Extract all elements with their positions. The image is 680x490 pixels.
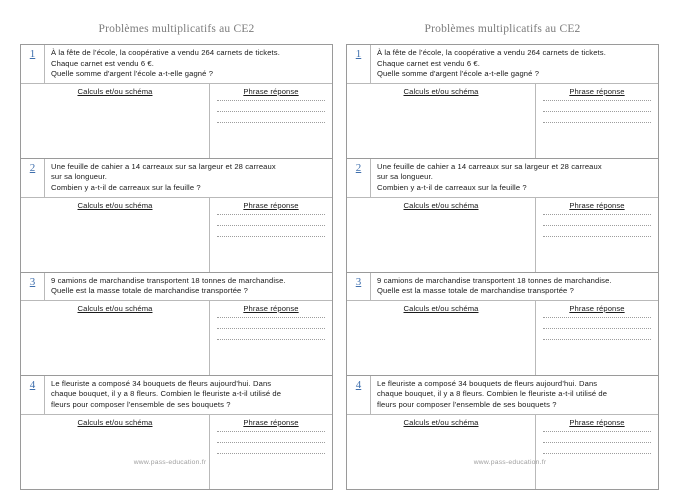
problem-number-cell [347, 45, 371, 83]
calculations-area[interactable] [21, 415, 210, 489]
problem-statement [21, 159, 332, 198]
calculations-area[interactable] [347, 198, 536, 272]
answer-sentence-header: Phrase réponse [569, 86, 625, 96]
answer-sentence-area[interactable] [210, 84, 332, 158]
problem-text-line: Une feuille de cahier a 14 carreaux sur sa largeur et 28 carreaux [377, 161, 602, 171]
problem-number-cell [21, 376, 45, 414]
problem-text-line: Chaque carnet est vendu 6 €. [51, 58, 154, 68]
problem-work-area [21, 198, 332, 272]
calculations-header: Calculs et/ou schéma [403, 303, 479, 313]
problem-number: 3 [29, 275, 36, 288]
answer-sentence-header: Phrase réponse [243, 303, 299, 313]
problem-number: 3 [355, 275, 362, 288]
problem-text [371, 273, 658, 300]
calculations-blank-space[interactable] [26, 214, 204, 268]
problem-block [347, 45, 658, 159]
problem-text [371, 376, 658, 414]
answer-dotted-line[interactable] [217, 317, 325, 318]
calculations-area[interactable] [347, 415, 536, 489]
problem-block [21, 273, 332, 376]
answer-dotted-line[interactable] [543, 339, 651, 340]
answer-dotted-line[interactable] [217, 236, 325, 237]
problem-text-line: sur sa longueur. [51, 172, 107, 182]
problem-statement [21, 376, 332, 415]
calculations-blank-space[interactable] [352, 317, 530, 371]
problem-text-line: fleurs pour composer l'ensemble de ses bouquets ? [377, 399, 557, 409]
problem-number-cell [21, 45, 45, 83]
problem-block [21, 45, 332, 159]
answer-dotted-line[interactable] [217, 339, 325, 340]
answer-sentence-header: Phrase réponse [243, 200, 299, 210]
problem-number-cell [347, 376, 371, 414]
problem-block [347, 273, 658, 376]
problem-block [21, 376, 332, 490]
problem-text-line: Le fleuriste a composé 34 bouquets de fleurs aujourd’hui. Dans [377, 378, 598, 388]
problems-table [346, 44, 659, 490]
calculations-blank-space[interactable] [352, 100, 530, 154]
answer-sentence-header: Phrase réponse [243, 86, 299, 96]
problem-number: 2 [355, 161, 362, 174]
answer-dotted-line[interactable] [217, 453, 325, 454]
answer-sentence-area[interactable] [210, 301, 332, 375]
answer-dotted-line[interactable] [217, 328, 325, 329]
answer-dotted-line[interactable] [217, 431, 325, 432]
answer-dotted-line[interactable] [217, 100, 325, 101]
problem-work-area [347, 84, 658, 158]
problem-block [21, 159, 332, 273]
answer-sentence-area[interactable] [210, 198, 332, 272]
problem-text-line: chaque bouquet, il y a 8 fleurs. Combien le fleuriste a-t-il utilisé de [377, 389, 608, 399]
problem-statement [21, 273, 332, 301]
answer-dotted-line[interactable] [543, 431, 651, 432]
answer-dotted-line[interactable] [543, 317, 651, 318]
answer-dotted-line[interactable] [217, 225, 325, 226]
answer-dotted-line[interactable] [543, 442, 651, 443]
problem-text-line: À la fête de l’école, la coopérative a vendu 264 carnets de tickets. [51, 48, 280, 57]
problem-text [45, 376, 332, 414]
answer-dotted-line[interactable] [543, 328, 651, 329]
answer-sentence-area[interactable] [536, 84, 658, 158]
problem-text-line: Combien y a-t-il de carreaux sur la feuille ? [51, 182, 201, 192]
calculations-header: Calculs et/ou schéma [77, 86, 153, 96]
answer-dotted-line[interactable] [543, 236, 651, 237]
problem-work-area [21, 415, 332, 489]
problem-number-cell [347, 273, 371, 300]
calculations-area[interactable] [347, 301, 536, 375]
problems-table [20, 44, 333, 490]
problem-number: 4 [29, 378, 36, 391]
calculations-header: Calculs et/ou schéma [403, 86, 479, 96]
calculations-header: Calculs et/ou schéma [77, 303, 153, 313]
answer-dotted-line[interactable] [217, 111, 325, 112]
calculations-header: Calculs et/ou schéma [77, 417, 153, 427]
problem-number: 2 [29, 161, 36, 174]
problem-text-line: Quelle somme d'argent l'école a-t-elle gagné ? [377, 69, 540, 79]
answer-sentence-header: Phrase réponse [569, 200, 625, 210]
answer-sentence-header: Phrase réponse [569, 303, 625, 313]
worksheet-column-left [0, 0, 340, 480]
problem-work-area [347, 301, 658, 375]
problem-text-line: sur sa longueur. [377, 172, 433, 182]
problem-number: 4 [355, 378, 362, 391]
problem-work-area [347, 198, 658, 272]
problem-text-line: fleurs pour composer l'ensemble de ses bouquets ? [51, 399, 231, 409]
answer-sentence-area[interactable] [536, 415, 658, 489]
calculations-blank-space[interactable] [26, 317, 204, 371]
answer-sentence-area[interactable] [536, 198, 658, 272]
calculations-blank-space[interactable] [26, 431, 204, 485]
calculations-area[interactable] [21, 301, 210, 375]
problem-text-line: Quelle est la masse totale de marchandise transportée ? [377, 286, 574, 296]
page-title: Problèmes multiplicatifs au CE2 [424, 23, 581, 35]
problem-statement [347, 45, 658, 84]
calculations-area[interactable] [21, 198, 210, 272]
problem-text-line: 9 camions de marchandise transportent 18 tonnes de marchandise. [377, 275, 612, 285]
calculations-blank-space[interactable] [352, 214, 530, 268]
problem-block [347, 159, 658, 273]
answer-dotted-line[interactable] [543, 100, 651, 101]
problem-text-line: Quelle somme d'argent l'école a-t-elle gagné ? [51, 69, 214, 79]
problem-number-cell [347, 159, 371, 197]
problem-text [45, 273, 332, 300]
problem-text-line: Le fleuriste a composé 34 bouquets de fleurs aujourd’hui. Dans [51, 378, 272, 388]
calculations-header: Calculs et/ou schéma [77, 200, 153, 210]
problem-text-line: Quelle est la masse totale de marchandise transportée ? [51, 286, 248, 296]
problem-text-line: À la fête de l’école, la coopérative a vendu 264 carnets de tickets. [377, 48, 606, 57]
problem-statement [21, 45, 332, 84]
problem-text [45, 159, 332, 197]
problem-text [45, 45, 332, 83]
page-title: Problèmes multiplicatifs au CE2 [98, 23, 255, 35]
problem-text-line: Une feuille de cahier a 14 carreaux sur sa largeur et 28 carreaux [51, 161, 276, 171]
calculations-area[interactable] [21, 84, 210, 158]
problem-text-line: chaque bouquet, il y a 8 fleurs. Combien le fleuriste a-t-il utilisé de [51, 389, 282, 399]
problem-text-line: Chaque carnet est vendu 6 €. [377, 58, 480, 68]
problem-work-area [347, 415, 658, 489]
calculations-area[interactable] [347, 84, 536, 158]
calculations-header: Calculs et/ou schéma [403, 417, 479, 427]
problem-statement [347, 376, 658, 415]
calculations-header: Calculs et/ou schéma [403, 200, 479, 210]
answer-sentence-header: Phrase réponse [243, 417, 299, 427]
problem-number: 1 [355, 48, 362, 60]
answer-dotted-line[interactable] [543, 214, 651, 215]
answer-dotted-line[interactable] [217, 442, 325, 443]
answer-sentence-area[interactable] [210, 415, 332, 489]
problem-number-cell [21, 273, 45, 300]
problem-work-area [21, 301, 332, 375]
problem-number-cell [21, 159, 45, 197]
footer-credit: www.pass-education.fr [473, 459, 547, 466]
problem-text-line: Combien y a-t-il de carreaux sur la feuille ? [377, 182, 527, 192]
problem-number: 1 [29, 48, 36, 60]
calculations-blank-space[interactable] [26, 100, 204, 154]
answer-dotted-line[interactable] [217, 122, 325, 123]
answer-dotted-line[interactable] [217, 214, 325, 215]
answer-sentence-area[interactable] [536, 301, 658, 375]
answer-dotted-line[interactable] [543, 122, 651, 123]
problem-block [347, 376, 658, 490]
problem-statement [347, 159, 658, 198]
answer-sentence-header: Phrase réponse [569, 417, 625, 427]
problem-statement [347, 273, 658, 301]
worksheet-column-right [340, 0, 680, 480]
calculations-blank-space[interactable] [352, 431, 530, 485]
problem-text [371, 159, 658, 197]
answer-dotted-line[interactable] [543, 111, 651, 112]
footer-credit: www.pass-education.fr [133, 459, 207, 466]
answer-dotted-line[interactable] [543, 453, 651, 454]
problem-text [371, 45, 658, 83]
problem-text-line: 9 camions de marchandise transportent 18 tonnes de marchandise. [51, 275, 286, 285]
problem-work-area [21, 84, 332, 158]
answer-dotted-line[interactable] [543, 225, 651, 226]
